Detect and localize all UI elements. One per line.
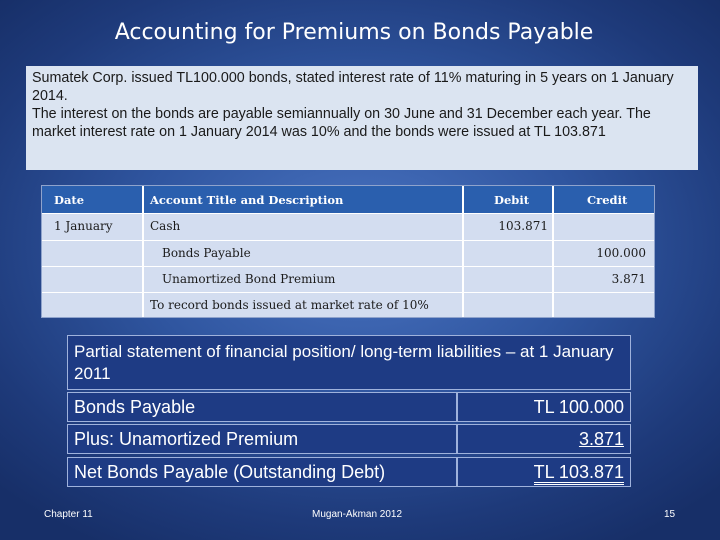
journal-header-row: [42, 186, 654, 213]
statement-label-net: Net Bonds Payable (Outstanding Debt): [67, 457, 457, 487]
row-2-credit: 100.000: [596, 246, 646, 260]
header-debit: Debit: [494, 193, 530, 207]
statement-value-premium: [457, 424, 631, 454]
row-3-account: Unamortized Bond Premium: [162, 272, 336, 286]
problem-description: [26, 66, 698, 170]
statement-heading: Partial statement of financial position/ long-term liabilities – at 1 January 2011: [67, 335, 631, 390]
net-amount: TL 103.871: [534, 462, 624, 485]
row-1-account: Cash: [150, 219, 181, 233]
statement-value-net: [457, 457, 631, 487]
journal-entry-table: [41, 185, 655, 318]
header-date: Date: [54, 193, 85, 207]
page-number: 15: [664, 509, 676, 520]
slide-title: Accounting for Premiums on Bonds Payable: [114, 20, 594, 45]
intro-paragraph-2: The interest on the bonds are payable semiannually on 30 June and 31 December each year. The market interest rate on 1 January 2014 was 10% and the bonds were issued at TL 103.871: [32, 106, 651, 140]
statement-label-bonds-payable: Bonds Payable: [67, 392, 457, 422]
premium-amount: 3.871: [578, 429, 624, 449]
footer-author: Mugan-Akman 2012: [312, 509, 403, 520]
footer-chapter: Chapter 11: [44, 509, 93, 520]
statement-label-premium: Plus: Unamortized Premium: [67, 424, 457, 454]
header-credit: Credit: [587, 193, 628, 207]
row-1-date: 1 January: [54, 219, 113, 233]
header-account: Account Title and Description: [150, 193, 344, 207]
row-4-description: To record bonds issued at market rate of 10%: [150, 298, 429, 312]
row-3-credit: 3.871: [611, 272, 646, 286]
intro-paragraph-1: Sumatek Corp. issued TL100.000 bonds, stated interest rate of 11% maturing in 5 years on 1 January 2014.: [32, 70, 674, 104]
row-1-debit: 103.871: [498, 219, 548, 233]
row-2-account: Bonds Payable: [162, 246, 251, 260]
statement-value-bonds-payable: TL 100.000: [457, 392, 631, 422]
